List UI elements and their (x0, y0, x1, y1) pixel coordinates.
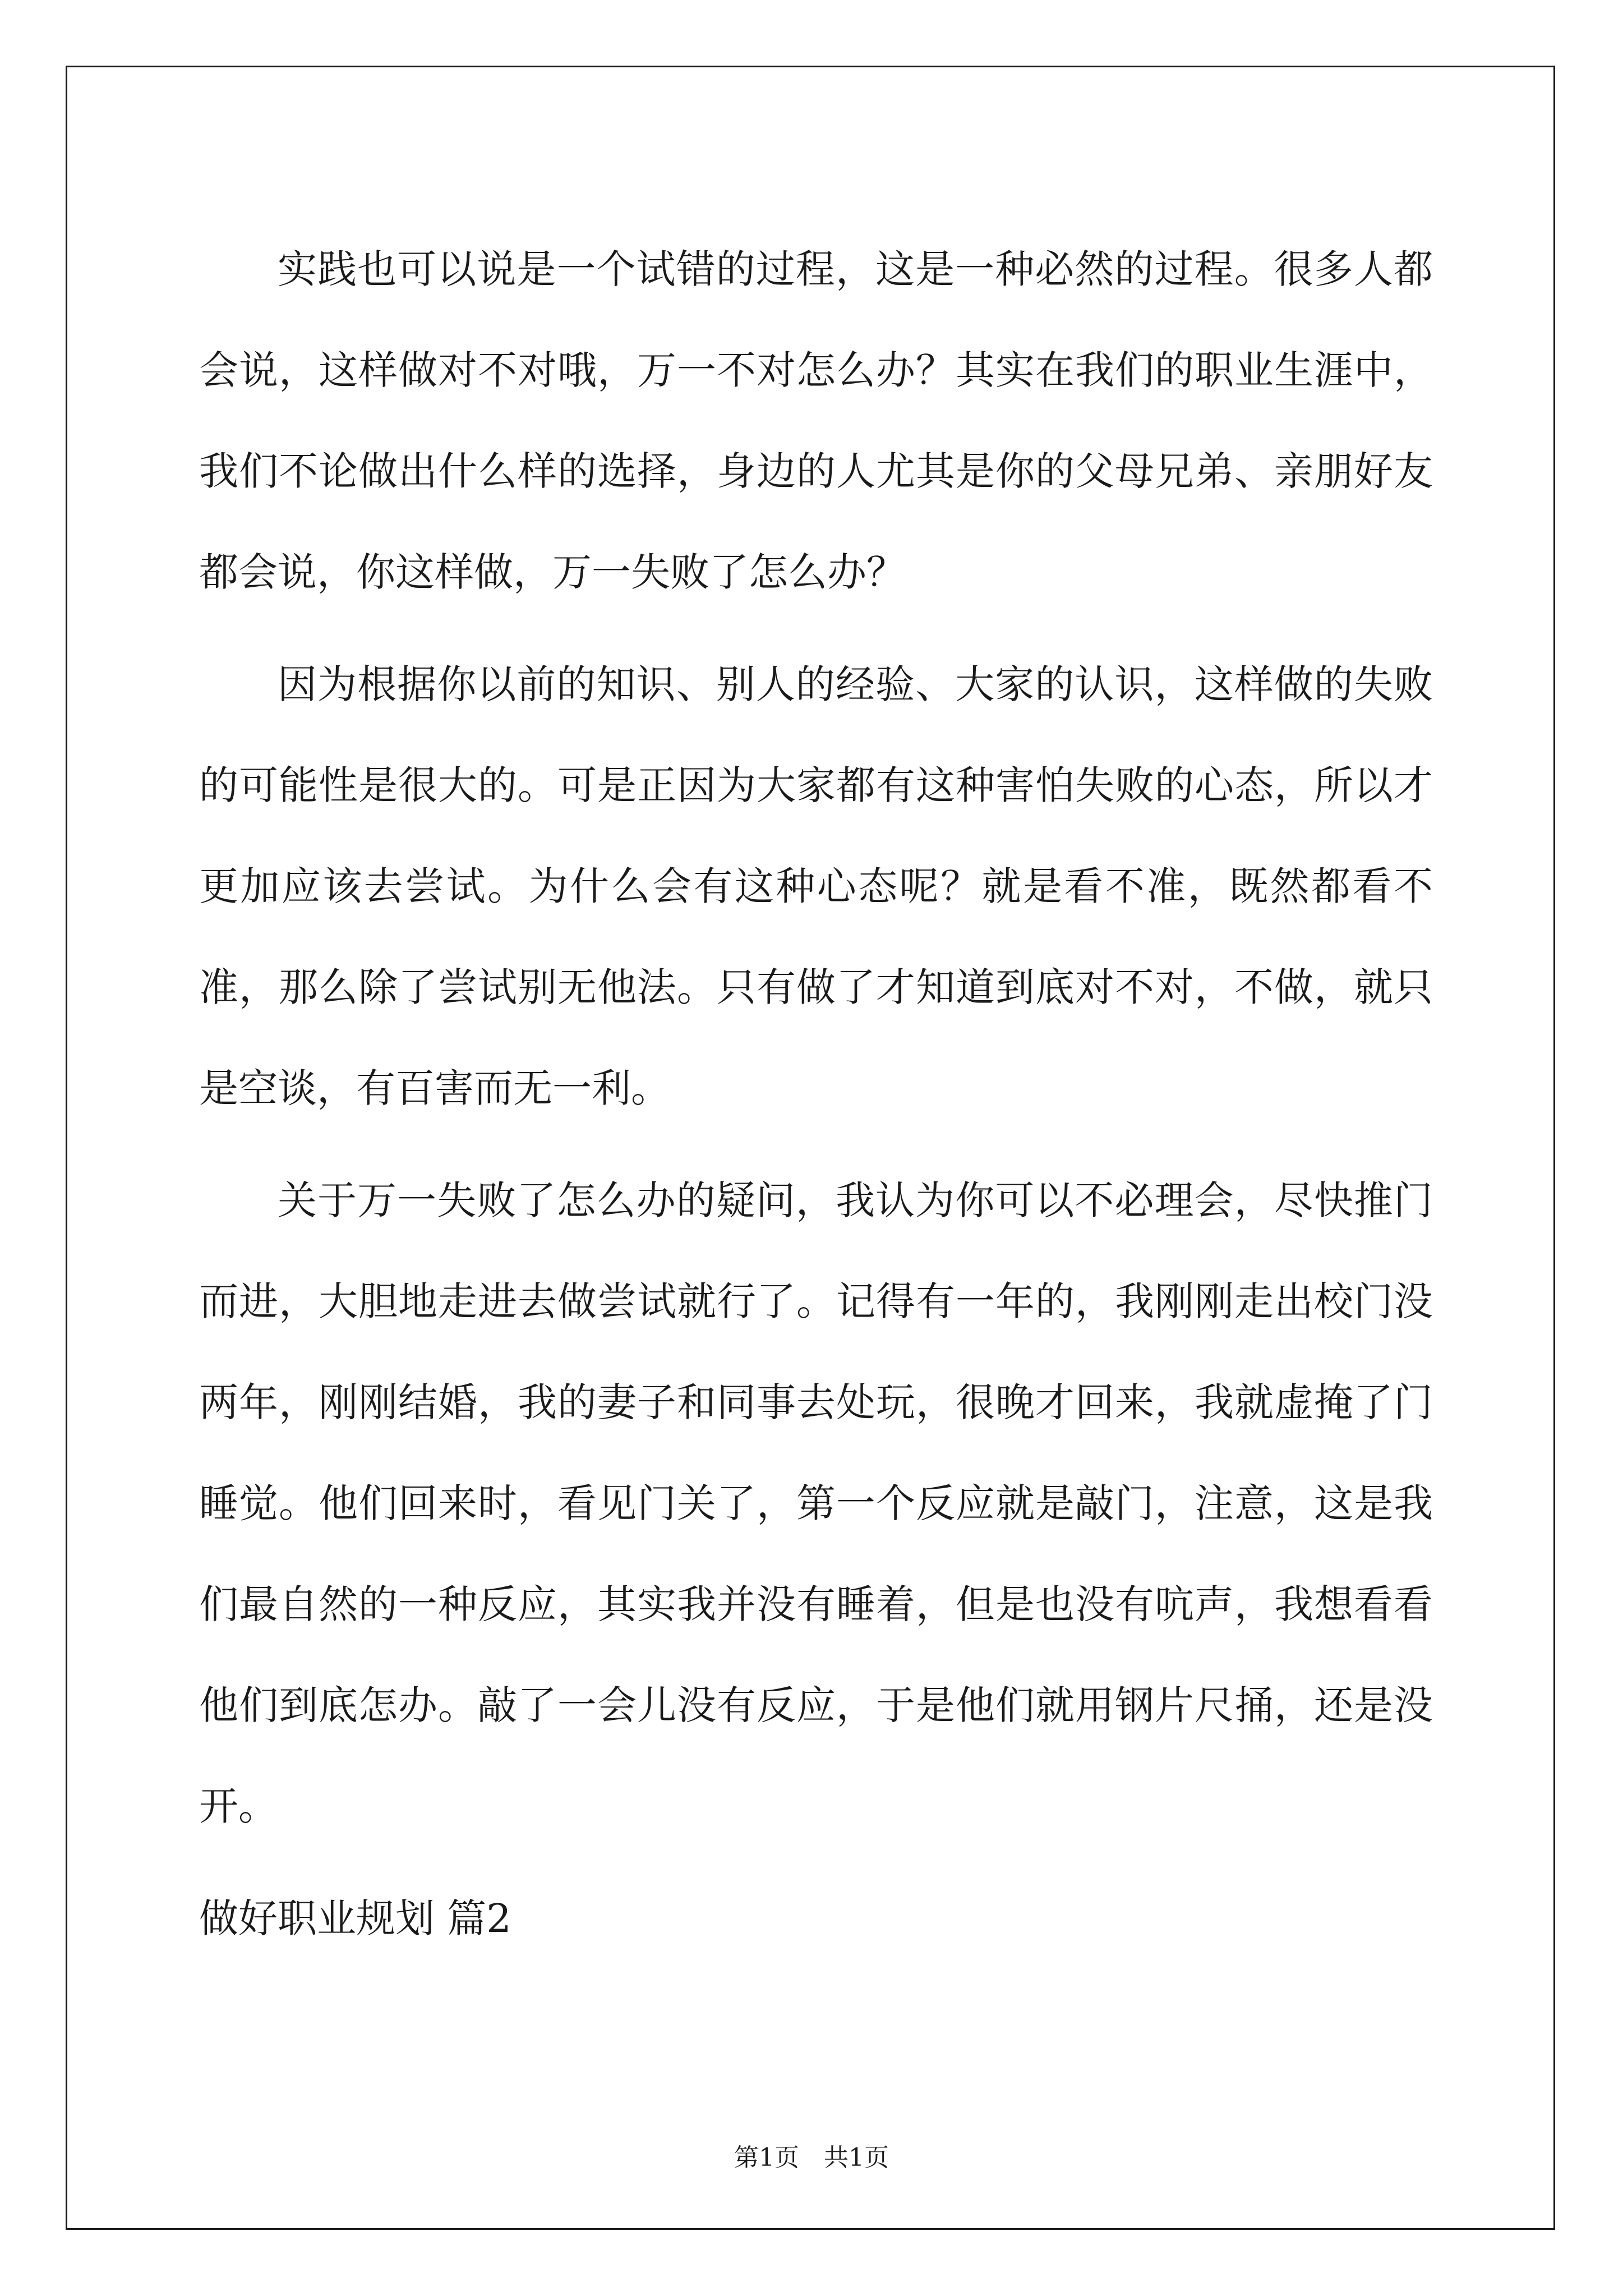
section-heading: 做好职业规划 篇2 (199, 1895, 511, 1941)
paragraph-2: 因为根据你以前的知识、别人的经验、大家的认识，这样做的失败的可能性是很大的。可是正因为大家都有这种害怕失败的心态，所以才更加应该去尝试。为什么会有这种心态呢？就是看不准，既然都看不准，那么除了尝试别无他法。只有做了才知道到底对不对，不做，就只是空谈，有百害而无一利。 (199, 661, 1433, 1111)
document-body (199, 219, 1433, 1969)
paragraph-1: 实践也可以说是一个试错的过程，这是一种必然的过程。很多人都会说，这样做对不对哦，万一不对怎么办？其实在我们的职业生涯中，我们不论做出什么样的选择，身边的人尤其是你的父母兄弟、亲朋好友都会说，你这样做，万一失败了怎么办？ (199, 246, 1433, 595)
paragraph-3: 关于万一失败了怎么办的疑问，我认为你可以不必理会，尽快推门而进，大胆地走进去做尝试就行了。记得有一年的，我刚刚走出校门没两年，刚刚结婚，我的妻子和同事去处玩，很晚才回来，我就虚掩了门睡觉。他们回来时，看见门关了，第一个反应就是敲门，注意，这是我们最自然的一种反应，其实我并没有睡着，但是也没有吭声，我想看看他们到底怎办。敲了一会儿没有反应，于是他们就用钢片尺捅，还是没开。 (199, 1177, 1433, 1829)
page-number-footer: 第1页 共1页 (734, 2143, 889, 2172)
